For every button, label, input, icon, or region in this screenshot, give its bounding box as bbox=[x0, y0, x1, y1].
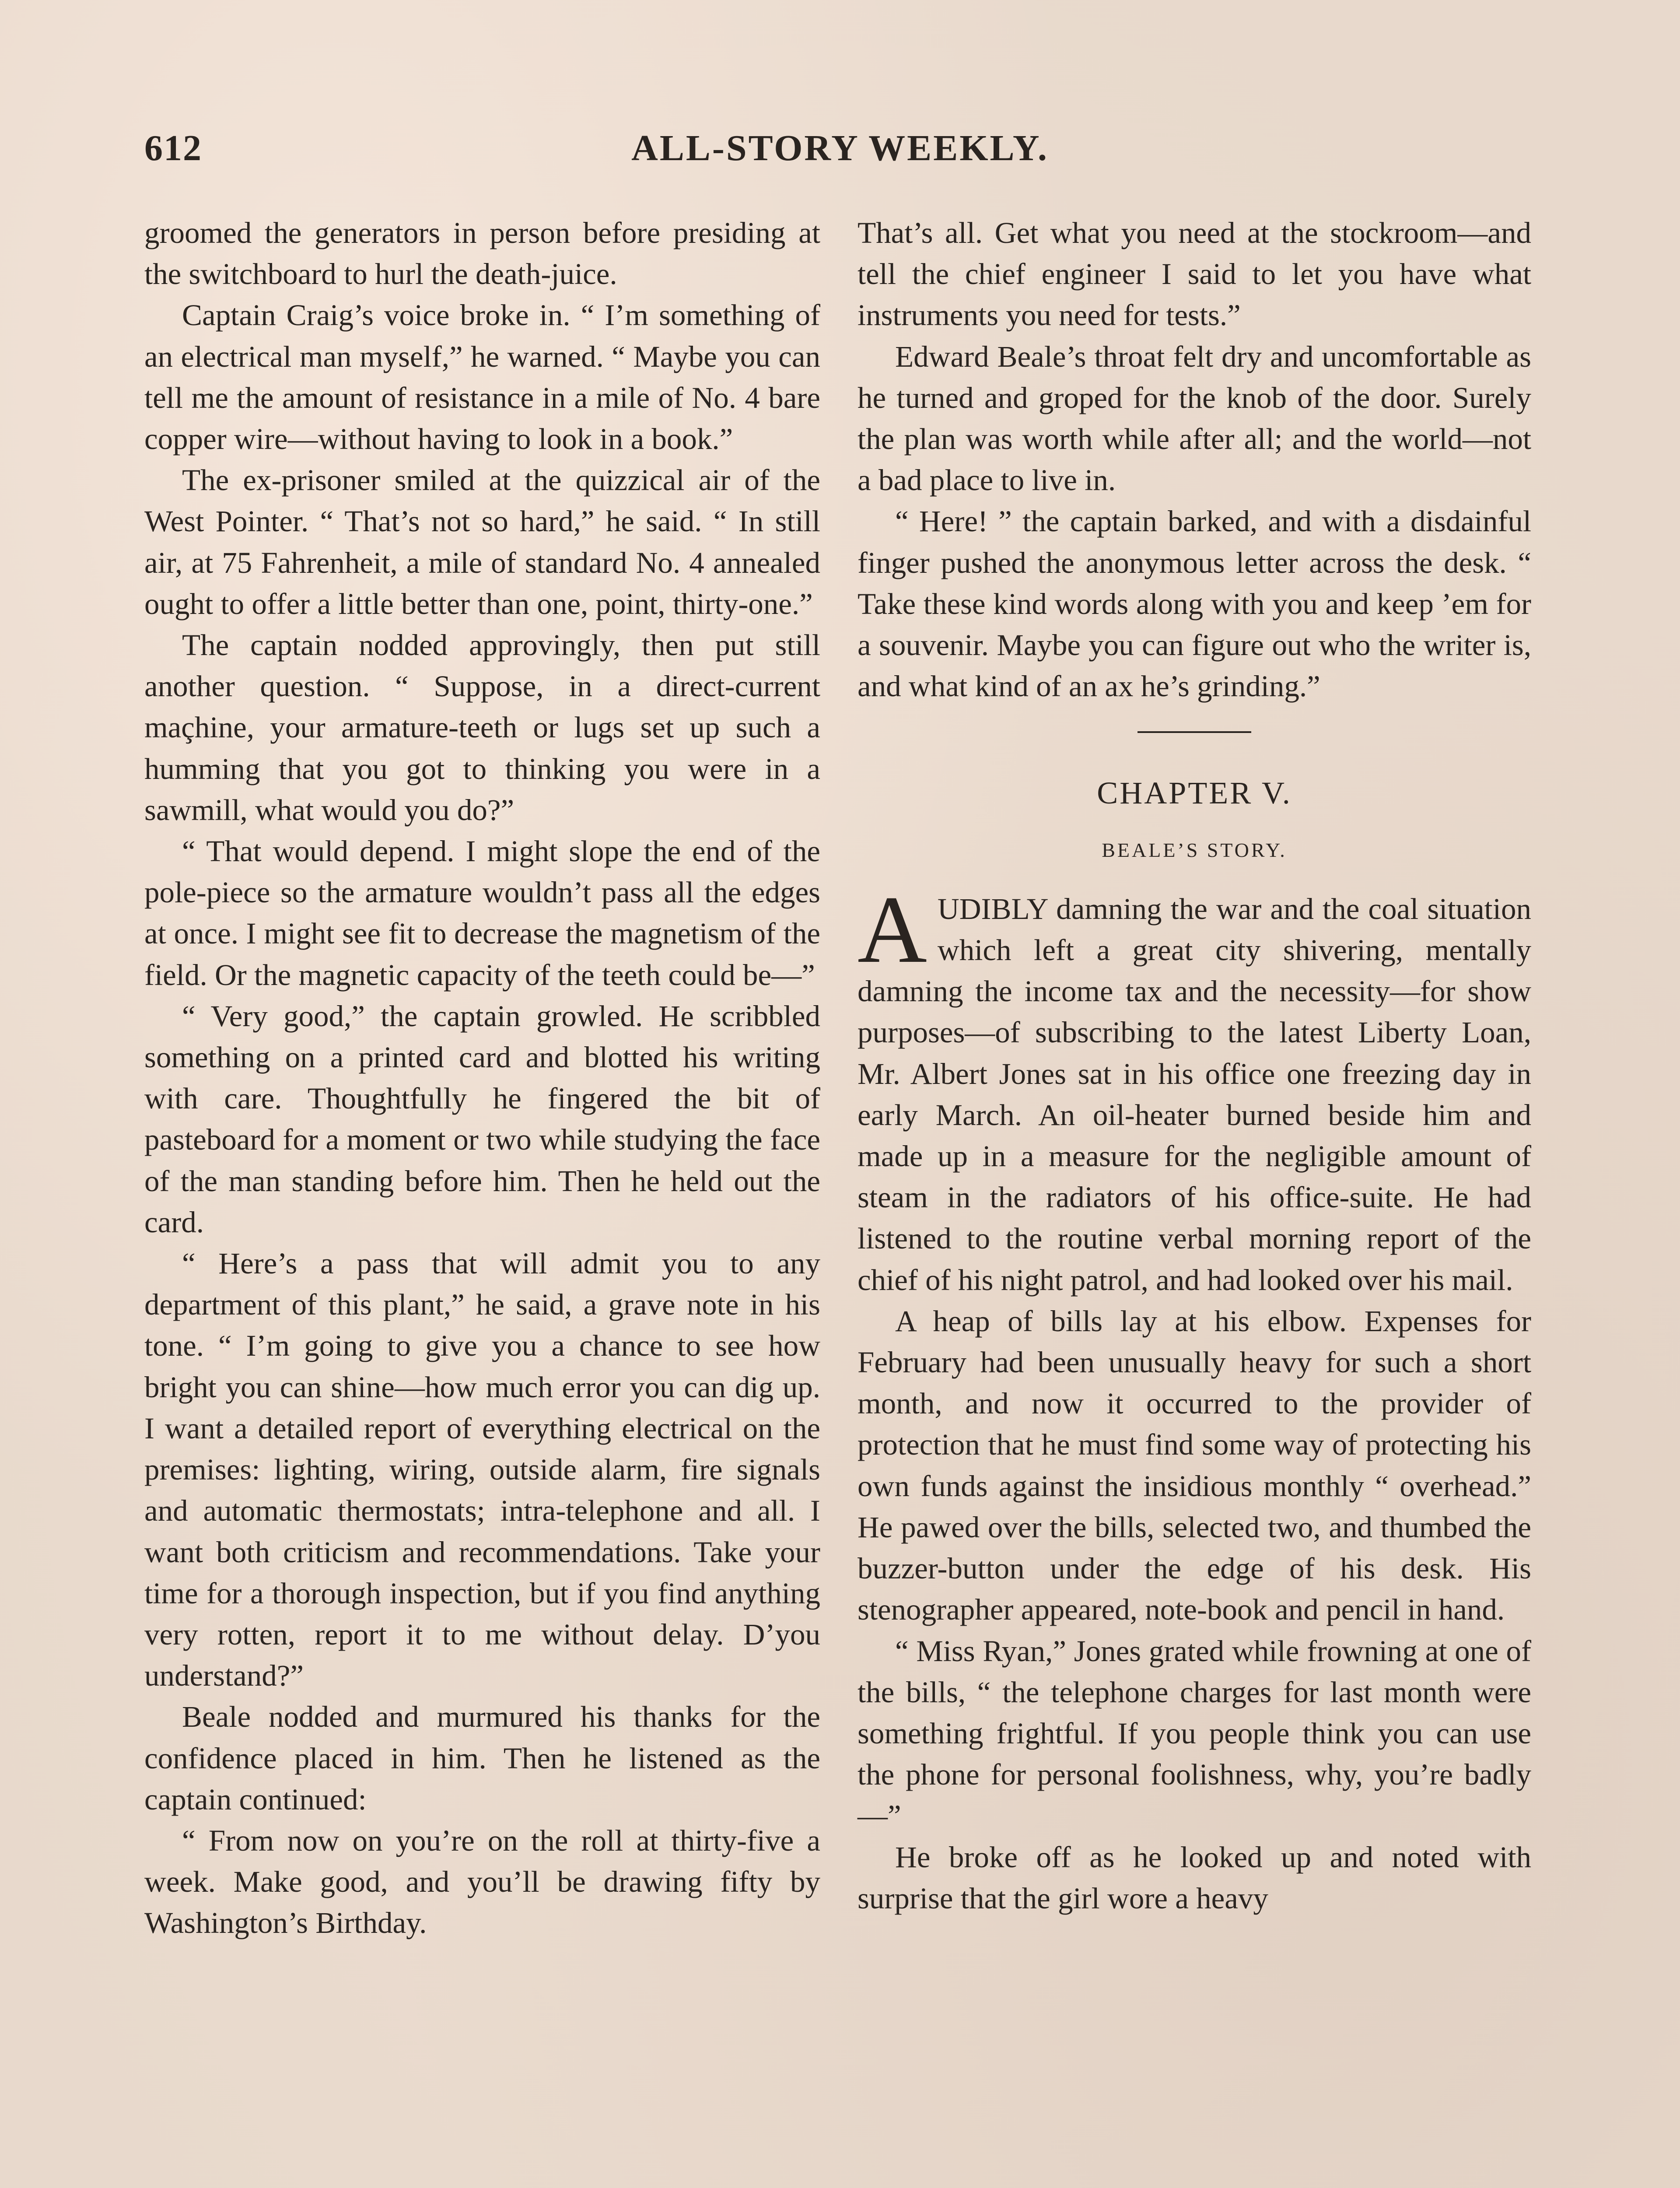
page-header bbox=[144, 127, 1536, 175]
opening-text: UDIBLY damning the war and the coal situation which left a great city shivering, mentally damning the income tax and the necessity—for show purposes—of subscribing to the latest Liberty Loan, Mr. Albert Jones sat in his office one freezing day in early March. An oil-heater burned beside him and made up in a measure for the negligible amount of steam in the radiators of his office-suite. He had listened to the routine verbal morning report of the chief of his night patrol, and had looked over his mail. bbox=[858, 892, 1531, 1297]
paragraph: “ From now on you’re on the roll at thirty-five a week. Make good, and you’ll be drawing fifty by Washington’s Birthday. bbox=[144, 1823, 820, 1940]
paragraph: The captain nodded approvingly, then put still another question. “ Suppose, in a direct-current maçhine, your armature-teeth or lugs set up such a humming that you got to thinking you were in a sawmill, what would you do?” bbox=[144, 628, 820, 827]
paragraph: “ Miss Ryan,” Jones grated while frowning at one of the bills, “ the telephone charges for last month were something frightful. If you people think you can use the phone for personal foolishness, why, you’re badly—” bbox=[858, 1634, 1531, 1833]
paragraph: “ Here! ” the captain barked, and with a disdainful finger pushed the anonymous letter across the desk. “ Take these kind words along with you and keep ’em for a souvenir. Maybe you can figure out who the writer is, and what kind of an ax he’s grinding.” bbox=[858, 505, 1531, 703]
running-head: ALL-STORY WEEKLY. bbox=[631, 128, 1049, 168]
paragraph: Edward Beale’s throat felt dry and uncomfortable as he turned and groped for the knob of the door. Surely the plan was worth while after all; and the world—not a bad place to live in. bbox=[858, 340, 1531, 497]
section-divider bbox=[1138, 731, 1251, 733]
right-column bbox=[858, 212, 1531, 1919]
chapter-title: CHAPTER V. bbox=[1097, 775, 1292, 811]
paragraph: He broke off as he looked up and noted with surprise that the girl wore a heavy bbox=[858, 1840, 1531, 1915]
page-number: 612 bbox=[144, 128, 202, 168]
drop-cap: A bbox=[858, 876, 927, 983]
paragraph: “ That would depend. I might slope the end of the pole-piece so the armature wouldn’t pass all the edges at once. I might see fit to decrease the magnetism of the field. Or the magnetic capacity of the teeth could be—” bbox=[144, 835, 820, 992]
left-column bbox=[144, 212, 820, 1944]
paragraph: That’s all. Get what you need at the stockroom—and tell the chief engineer I said to let you have what instruments you need for tests.” bbox=[858, 216, 1531, 332]
paragraph: A heap of bills lay at his elbow. Expenses for February had been unusually heavy for such a short month, and now it occurred to the provider of protection that he must find some way of protecting his own funds against the insidious monthly “ overhead.” He pawed over the bills, selected two, and thumbed the buzzer-button under the edge of his desk. His stenographer appeared, note-book and pencil in hand. bbox=[858, 1304, 1531, 1627]
paragraph: “ Very good,” the captain growled. He scribbled something on a printed card and blotted his writing with care. Thoughtfully he fingered the bit of pasteboard for a moment or two while studying the face of the man standing before him. Then he held out the card. bbox=[144, 999, 820, 1239]
paragraph: The ex-prisoner smiled at the quizzical air of the West Pointer. “ That’s not so hard,” he said. “ In still air, at 75 Fahrenheit, a mile of standard No. 4 annealed ought to offer a little better than one, point, thirty-one.” bbox=[144, 463, 820, 621]
paragraph: Beale nodded and murmured his thanks for the confidence placed in him. Then he listened as the captain continued: bbox=[144, 1700, 820, 1816]
chapter-opening-paragraph bbox=[858, 876, 1531, 1301]
paragraph: Captain Craig’s voice broke in. “ I’m something of an electrical man myself,” he warned. “ Maybe you can tell me the amount of resistance in a mile of No. 4 bare copper wire—without having to look in a book.” bbox=[144, 298, 820, 456]
paragraph: “ Here’s a pass that will admit you to any department of this plant,” he said, a grave note in his tone. “ I’m going to give you a chance to see how bright you can shine—how much error you can dig up. I want a detailed report of everything electrical on the premises: lighting, wiring, outside alarm, fire signals and automatic thermostats; intra-telephone and all. I want both criticism and recommendations. Take your time for a thorough inspection, but if you find anything very rotten, report it to me without delay. D’you understand?” bbox=[144, 1247, 820, 1693]
paragraph: groomed the generators in person before presiding at the switchboard to hurl the death-juice. bbox=[144, 216, 820, 291]
chapter-subtitle: BEALE’S STORY. bbox=[1102, 838, 1287, 861]
